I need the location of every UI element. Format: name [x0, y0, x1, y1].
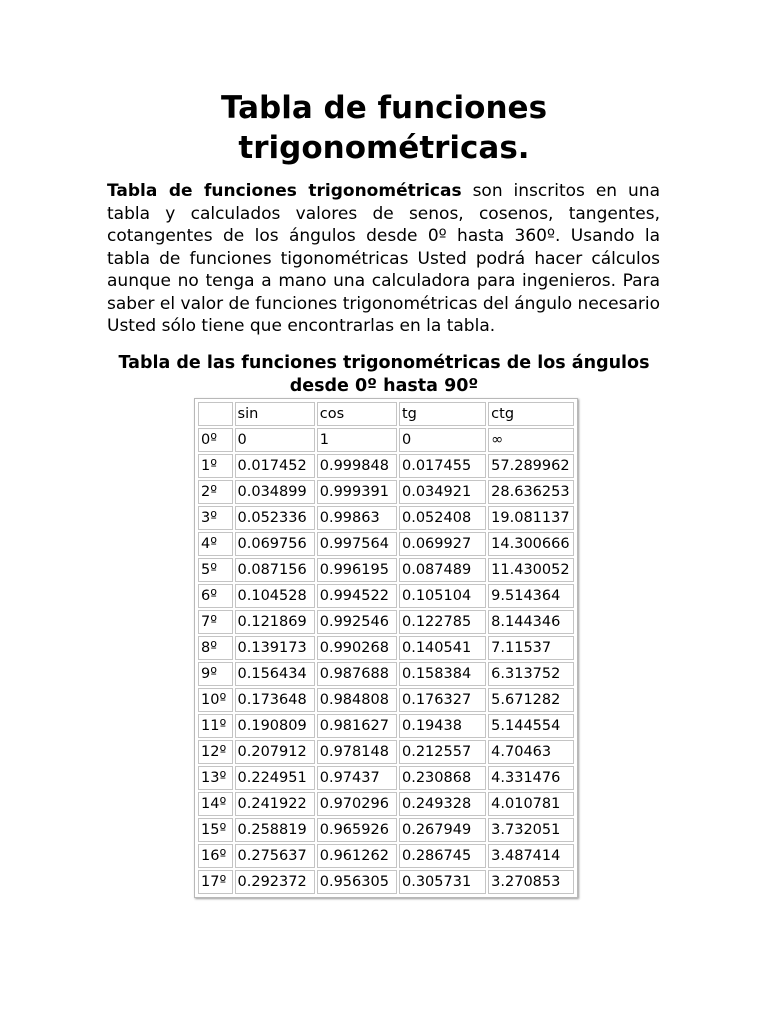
table-row — [198, 740, 574, 764]
table-row — [198, 688, 574, 712]
cell-tg: 0.052408 — [399, 506, 486, 530]
cell-ctg: 6.313752 — [488, 662, 574, 686]
page-title — [0, 88, 768, 168]
cell-angle: 8º — [198, 636, 233, 660]
cell-sin: 0.275637 — [235, 844, 315, 868]
cell-ctg: 14.300666 — [488, 532, 574, 556]
cell-angle: 5º — [198, 558, 233, 582]
cell-sin: 0.292372 — [235, 870, 315, 894]
cell-angle: 13º — [198, 766, 233, 790]
cell-ctg: 11.430052 — [488, 558, 574, 582]
trig-table — [196, 400, 576, 896]
header-cell-ctg: ctg — [488, 402, 574, 426]
cell-angle: 6º — [198, 584, 233, 608]
cell-angle: 2º — [198, 480, 233, 504]
cell-angle: 9º — [198, 662, 233, 686]
table-row — [198, 454, 574, 478]
cell-sin: 0.121869 — [235, 610, 315, 634]
cell-ctg: 4.010781 — [488, 792, 574, 816]
cell-ctg: 4.331476 — [488, 766, 574, 790]
cell-angle: 16º — [198, 844, 233, 868]
intro-paragraph — [107, 180, 660, 338]
cell-ctg: ∞ — [488, 428, 574, 452]
table-header-row — [198, 402, 574, 426]
cell-cos: 0.992546 — [317, 610, 397, 634]
cell-tg: 0.034921 — [399, 480, 486, 504]
cell-cos: 0.965926 — [317, 818, 397, 842]
cell-tg: 0.19438 — [399, 714, 486, 738]
table-row — [198, 818, 574, 842]
table-row — [198, 870, 574, 894]
cell-sin: 0 — [235, 428, 315, 452]
cell-ctg: 3.487414 — [488, 844, 574, 868]
cell-cos: 0.970296 — [317, 792, 397, 816]
cell-tg: 0.122785 — [399, 610, 486, 634]
cell-cos: 0.999848 — [317, 454, 397, 478]
cell-tg: 0.305731 — [399, 870, 486, 894]
cell-ctg: 57.289962 — [488, 454, 574, 478]
header-cell-tg: tg — [399, 402, 486, 426]
cell-cos: 0.981627 — [317, 714, 397, 738]
page-title-line2: trigonométricas. — [238, 130, 530, 166]
table-row — [198, 766, 574, 790]
cell-angle: 3º — [198, 506, 233, 530]
cell-sin: 0.017452 — [235, 454, 315, 478]
cell-cos: 0.956305 — [317, 870, 397, 894]
header-cell-sin: sin — [235, 402, 315, 426]
cell-sin: 0.052336 — [235, 506, 315, 530]
table-row — [198, 610, 574, 634]
intro-bold-term: Tabla de funciones trigonométricas — [107, 181, 462, 201]
cell-cos: 0.996195 — [317, 558, 397, 582]
table-row — [198, 506, 574, 530]
cell-sin: 0.087156 — [235, 558, 315, 582]
cell-ctg: 5.671282 — [488, 688, 574, 712]
cell-sin: 0.069756 — [235, 532, 315, 556]
page-title-line1: Tabla de funciones — [220, 90, 548, 126]
cell-tg: 0.069927 — [399, 532, 486, 556]
table-row — [198, 584, 574, 608]
cell-cos: 0.978148 — [317, 740, 397, 764]
table-row — [198, 428, 574, 452]
cell-cos: 0.97437 — [317, 766, 397, 790]
cell-tg: 0.087489 — [399, 558, 486, 582]
cell-ctg: 3.732051 — [488, 818, 574, 842]
cell-ctg: 3.270853 — [488, 870, 574, 894]
cell-cos: 0.99863 — [317, 506, 397, 530]
cell-cos: 0.961262 — [317, 844, 397, 868]
cell-sin: 0.173648 — [235, 688, 315, 712]
cell-sin: 0.104528 — [235, 584, 315, 608]
cell-tg: 0.267949 — [399, 818, 486, 842]
table-row — [198, 844, 574, 868]
cell-sin: 0.224951 — [235, 766, 315, 790]
cell-ctg: 8.144346 — [488, 610, 574, 634]
cell-tg: 0.212557 — [399, 740, 486, 764]
cell-tg: 0 — [399, 428, 486, 452]
cell-angle: 15º — [198, 818, 233, 842]
cell-angle: 17º — [198, 870, 233, 894]
cell-sin: 0.034899 — [235, 480, 315, 504]
cell-cos: 0.990268 — [317, 636, 397, 660]
table-row — [198, 714, 574, 738]
cell-angle: 11º — [198, 714, 233, 738]
trig-table-body — [198, 402, 574, 894]
cell-ctg: 9.514364 — [488, 584, 574, 608]
table-row — [198, 480, 574, 504]
trig-table-container — [194, 398, 578, 898]
cell-sin: 0.156434 — [235, 662, 315, 686]
table-row — [198, 636, 574, 660]
cell-angle: 7º — [198, 610, 233, 634]
cell-cos: 0.999391 — [317, 480, 397, 504]
table-caption: Tabla de las funciones trigonométricas de los ángulos desde 0º hasta 90º — [118, 353, 650, 396]
cell-tg: 0.140541 — [399, 636, 486, 660]
cell-tg: 0.286745 — [399, 844, 486, 868]
cell-angle: 1º — [198, 454, 233, 478]
cell-ctg: 4.70463 — [488, 740, 574, 764]
cell-sin: 0.190809 — [235, 714, 315, 738]
cell-tg: 0.230868 — [399, 766, 486, 790]
cell-angle: 4º — [198, 532, 233, 556]
cell-cos: 1 — [317, 428, 397, 452]
cell-cos: 0.987688 — [317, 662, 397, 686]
table-row — [198, 532, 574, 556]
cell-sin: 0.241922 — [235, 792, 315, 816]
header-cell-angle — [198, 402, 233, 426]
cell-tg: 0.017455 — [399, 454, 486, 478]
cell-tg: 0.176327 — [399, 688, 486, 712]
table-row — [198, 792, 574, 816]
cell-cos: 0.984808 — [317, 688, 397, 712]
cell-angle: 0º — [198, 428, 233, 452]
cell-tg: 0.158384 — [399, 662, 486, 686]
cell-angle: 10º — [198, 688, 233, 712]
cell-tg: 0.249328 — [399, 792, 486, 816]
cell-sin: 0.258819 — [235, 818, 315, 842]
cell-angle: 14º — [198, 792, 233, 816]
intro-text: son inscritos en una tabla y calculados valores de senos, cosenos, tangentes, cotangentes de los ángulos desde 0º hasta 360º. Usando la tabla de funciones tigonométricas Usted podrá hacer cálculos aunque no tenga a mano una calculadora para ingenieros. Para saber el valor de funciones trigonométricas del ángulo necesario Usted sólo tiene que encontrarlas en la tabla. — [107, 181, 660, 336]
header-cell-cos: cos — [317, 402, 397, 426]
table-row — [198, 558, 574, 582]
cell-ctg: 7.11537 — [488, 636, 574, 660]
cell-ctg: 28.636253 — [488, 480, 574, 504]
cell-cos: 0.994522 — [317, 584, 397, 608]
table-row — [198, 662, 574, 686]
cell-ctg: 5.144554 — [488, 714, 574, 738]
cell-angle: 12º — [198, 740, 233, 764]
cell-ctg: 19.081137 — [488, 506, 574, 530]
cell-cos: 0.997564 — [317, 532, 397, 556]
cell-sin: 0.139173 — [235, 636, 315, 660]
cell-sin: 0.207912 — [235, 740, 315, 764]
cell-tg: 0.105104 — [399, 584, 486, 608]
